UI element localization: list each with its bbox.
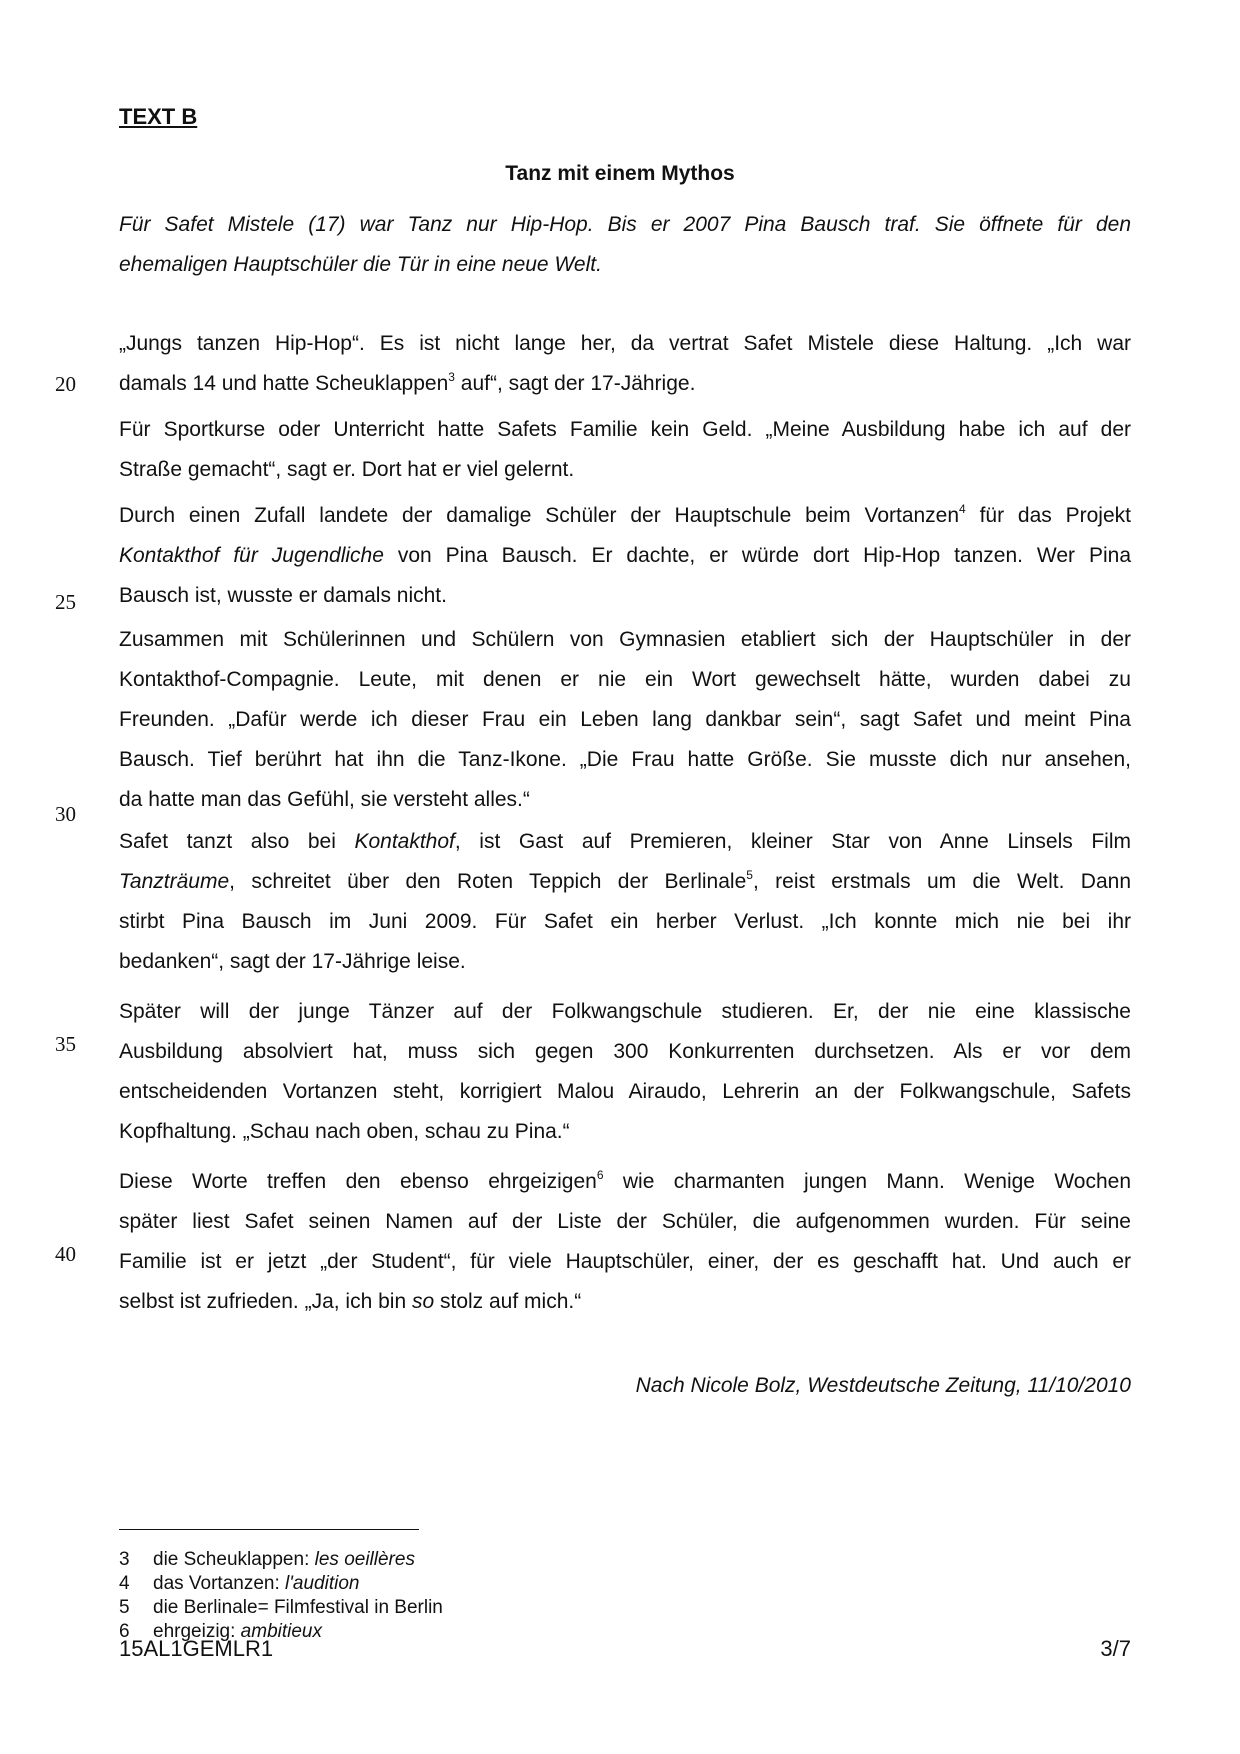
text-line: Familie ist er jetzt „der Student“, für viele Hauptschüler, einer, der es geschafft hat. Und auch er [119,1250,1131,1273]
paragraph-6 [119,992,1131,1152]
text-line: damals 14 und hatte Scheuklappen$^3$ auf“, sagt der 17-Jährige. [119,370,696,395]
footnote-ref: 5 [746,868,753,882]
document-code: 15AL1GEMLR1 [119,1636,274,1661]
paragraph-7 [119,1162,1131,1322]
section-heading: TEXT B [119,104,198,129]
text-line: Kontakthof-Compagnie. Leute, mit denen er nie ein Wort gewechselt hätte, wurden dabei zu [119,668,1131,691]
text-line: stirbt Pina Bausch im Juni 2009. Für Safet ein herber Verlust. „Ich konnte mich nie bei ihr [119,910,1131,933]
intro-line: Für Safet Mistele (17) war Tanz nur Hip-Hop. Bis er 2007 Pina Bausch traf. Sie öffnete für den [119,213,1131,236]
text-line: Bausch ist, wusste er damals nicht. [119,584,447,607]
text-line: Straße gemacht“, sagt er. Dort hat er viel gelernt. [119,458,575,481]
text-line: Später will der junge Tänzer auf der Folkwangschule studieren. Er, der nie eine klassische [119,1000,1131,1023]
footnote-divider [119,1529,419,1530]
footnote: 4 das Vortanzen: l'audition [119,1573,360,1594]
text-line: später liest Safet seinen Namen auf der Liste der Schüler, die aufgenommen wurden. Für seine [119,1210,1131,1233]
footnote-ref: 3 [448,370,455,384]
text-line: Zusammen mit Schülerinnen und Schülern von Gymnasien etabliert sich der Hauptschüler in der [119,628,1131,651]
text-line: Tanzträume, schreitet über den Roten Teppich der Berlinale$^5$, reist erstmals um die Welt. Dann [119,868,1131,893]
text-line: Kontakthof für Jugendliche von Pina Bausch. Er dachte, er würde dort Hip-Hop tanzen. Wer Pina [119,544,1131,567]
line-number: 20 [55,372,76,396]
text-line: Bausch. Tief berührt hat ihn die Tanz-Ikone. „Die Frau hatte Größe. Sie musste dich nur ansehen, [119,748,1131,771]
paragraph-3 [119,496,1131,616]
text-line: Safet tanzt also bei Kontakthof, ist Gast auf Premieren, kleiner Star von Anne Linsels Film [119,830,1131,853]
text-line: Diese Worte treffen den ebenso ehrgeizigen$^6$ wie charmanten jungen Mann. Wenige Wochen [119,1168,1132,1193]
line-number: 40 [55,1242,76,1266]
footnote-ref: 6 [596,1168,604,1182]
text-line: Durch einen Zufall landete der damalige Schüler der Hauptschule beim Vortanzen$^4$ für das Projekt [119,502,1131,527]
intro-line: ehemaligen Hauptschüler die Tür in eine neue Welt. [119,253,602,276]
page-number: 3/7 [1100,1636,1131,1661]
text-line: Kopfhaltung. „Schau nach oben, schau zu Pina.“ [119,1120,570,1143]
text-line: Ausbildung absolviert hat, muss sich gegen 300 Konkurrenten durchsetzen. Als er vor dem [119,1040,1131,1063]
text-line: Für Sportkurse oder Unterricht hatte Safets Familie kein Geld. „Meine Ausbildung habe ich auf der [119,418,1131,441]
paragraph-1 [119,324,1131,404]
line-number: 35 [55,1032,76,1056]
text-line: „Jungs tanzen Hip-Hop“. Es ist nicht lange her, da vertrat Safet Mistele diese Haltung. „Ich war [119,332,1131,355]
footnote: 5 die Berlinale= Filmfestival in Berlin [119,1597,443,1618]
text-line: Freunden. „Dafür werde ich dieser Frau ein Leben lang dankbar sein“, sagt Safet und meint Pina [119,708,1131,731]
intro-paragraph [119,205,1131,285]
text-line: bedanken“, sagt der 17-Jährige leise. [119,950,466,973]
footnote: 3 die Scheuklappen: les oeillères [119,1549,415,1570]
line-number: 30 [55,802,76,826]
source-attribution: Nach Nicole Bolz, Westdeutsche Zeitung, 11/10/2010 [635,1374,1131,1397]
footnote: 6 ehrgeizig: ambitieux [119,1621,322,1642]
paragraph-2 [119,410,1131,490]
line-number: 25 [55,590,76,614]
text-line: selbst ist zufrieden. „Ja, ich bin so stolz auf mich.“ [119,1290,582,1313]
text-line: entscheidenden Vortanzen steht, korrigiert Malou Airaudo, Lehrerin an der Folkwangschule, Safets [119,1080,1131,1103]
text-line: da hatte man das Gefühl, sie versteht alles.“ [119,788,530,811]
paragraph-4 [119,620,1131,820]
footnote-ref: 4 [959,502,966,516]
article-title: Tanz mit einem Mythos [505,162,735,185]
paragraph-5 [119,822,1131,982]
